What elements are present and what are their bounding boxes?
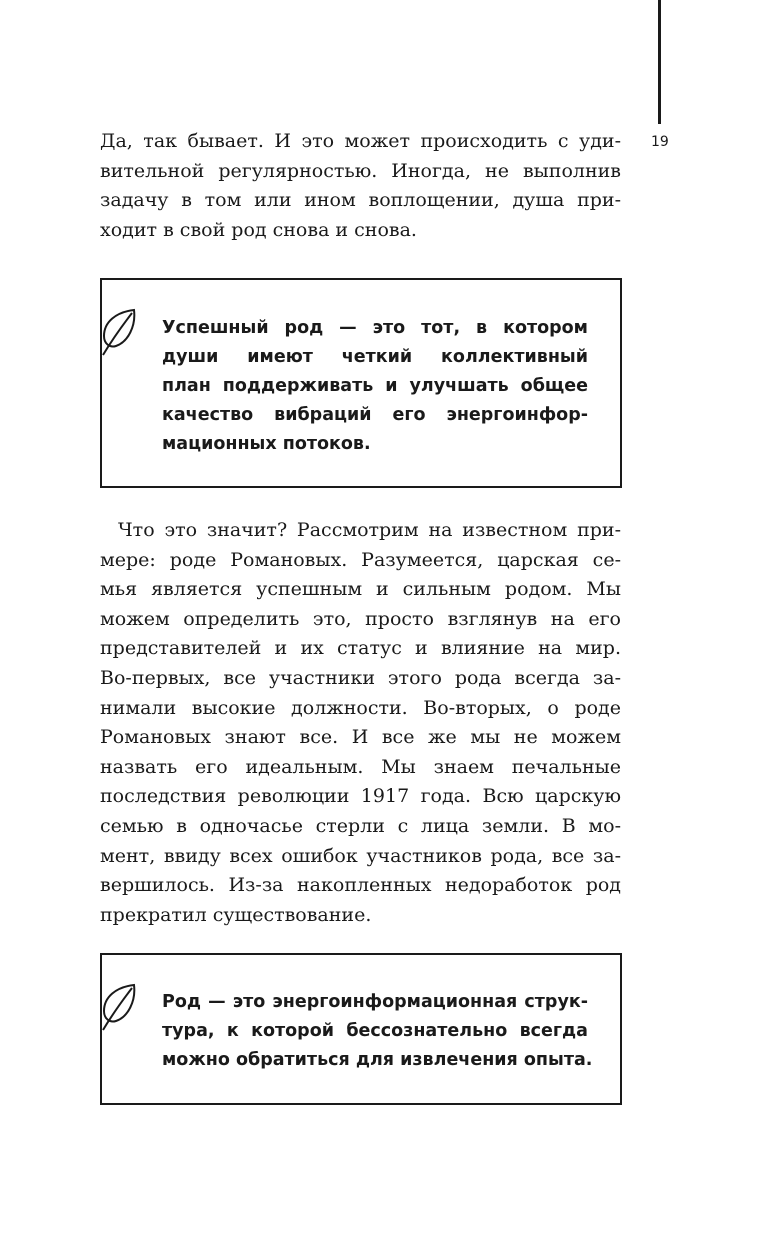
- paragraph-line: назвать его идеальным. Мы знаем печальные: [100, 755, 621, 778]
- paragraph-line: вершилось. Из-за накопленных недоработок род: [100, 874, 621, 897]
- paragraph-line: прекратил существование.: [100, 903, 372, 926]
- paragraph-line: нимали высокие должности. Во-вторых, о роде: [100, 696, 621, 719]
- paragraph-line: семью в одночасье стерли с лица земли. В мо-: [100, 814, 621, 837]
- callout-line: план поддерживать и улучшать общее: [162, 376, 588, 396]
- paragraph-line: мере: роде Романовых. Разумеется, царская се-: [100, 548, 621, 571]
- paragraph-line: Что это значит? Рассмотрим на известном при-: [118, 519, 621, 541]
- callout-box-2: [100, 953, 622, 1105]
- callout-line: тура, к которой бессознательно всегда: [162, 1021, 588, 1041]
- page-margin-rule: [658, 0, 661, 124]
- page-number: 19: [651, 134, 669, 150]
- callout-line: мационных потоков.: [162, 434, 371, 454]
- paragraph-line: вительной регулярностью. Иногда, не выполнив: [100, 159, 621, 182]
- callout-line: можно обратиться для извлечения опыта.: [162, 1050, 593, 1070]
- paragraph-line: последствия революции 1917 года. Всю царскую: [100, 785, 621, 808]
- callout-line: Успешный род — это тот, в котором: [162, 318, 588, 338]
- paragraph-line: Во-первых, все участники этого рода всегда за-: [100, 666, 621, 689]
- callout-box-1: [100, 278, 622, 488]
- paragraph-line: Да, так бывает. И это может происходить с уди-: [100, 130, 621, 152]
- paragraph-line: представителей и их статус и влияние на мир.: [100, 637, 621, 660]
- callout-text-1: [162, 314, 588, 459]
- paragraph-line: Романовых знают все. И все же мы не можем: [100, 726, 621, 749]
- leaf-icon: [98, 306, 140, 358]
- paragraph-line: мент, ввиду всех ошибок участников рода, все за-: [100, 844, 621, 867]
- paragraph-line: можем определить это, просто взглянув на его: [100, 607, 621, 630]
- callout-text-2: [162, 988, 593, 1075]
- leaf-icon: [98, 981, 140, 1033]
- paragraph-line: мья является успешным и сильным родом. Мы: [100, 578, 621, 601]
- paragraph-2: [100, 516, 621, 930]
- callout-line: качество вибраций его энергоинфор-: [162, 405, 588, 425]
- callout-line: души имеют четкий коллективный: [162, 347, 588, 367]
- paragraph-line: ходит в свой род снова и снова.: [100, 218, 417, 241]
- paragraph-1: [100, 127, 621, 245]
- callout-line: Род — это энергоинформационная струк-: [162, 992, 588, 1012]
- paragraph-line: задачу в том или ином воплощении, душа при-: [100, 189, 621, 212]
